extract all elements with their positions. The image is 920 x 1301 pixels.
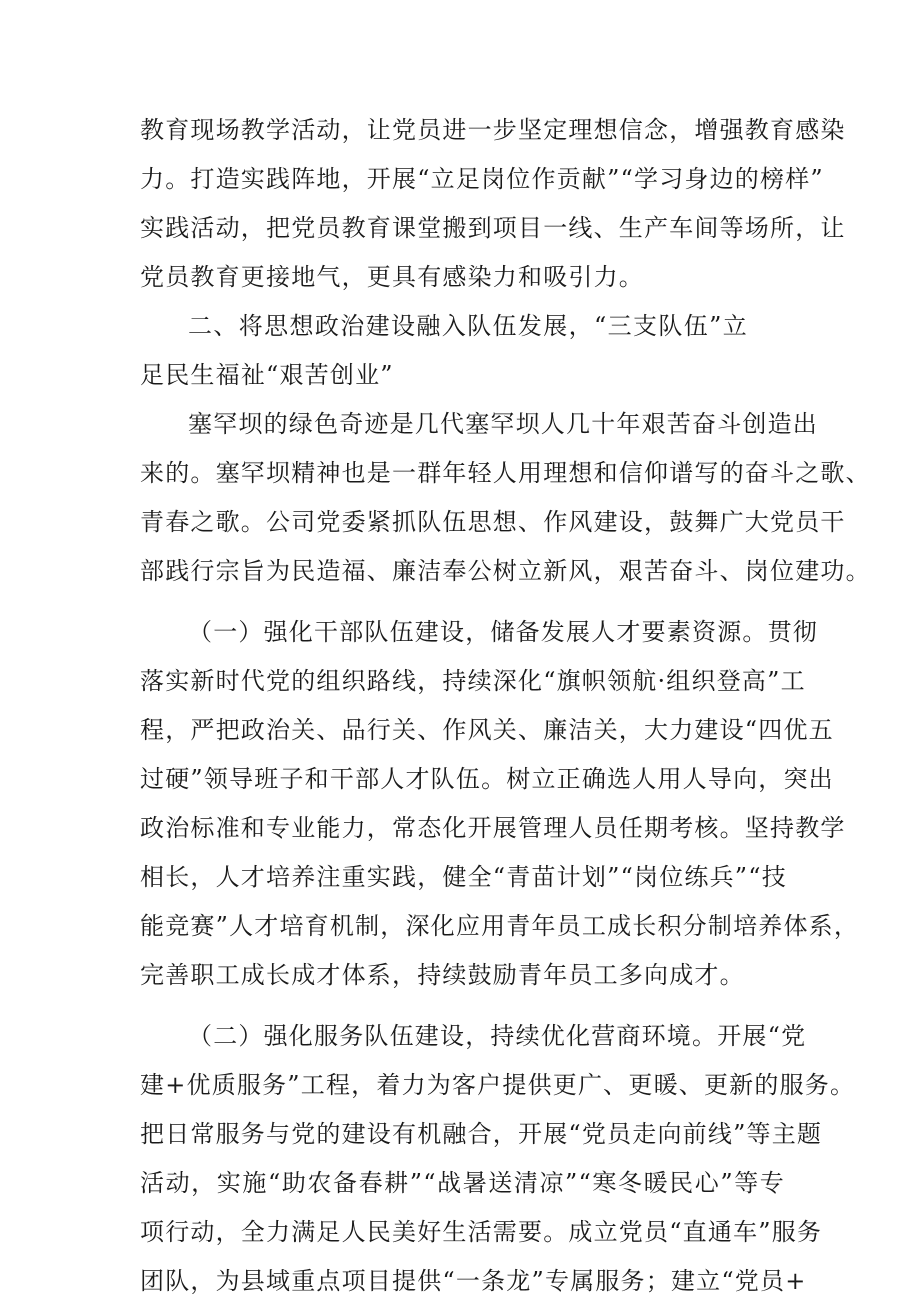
text-line: 建+优质服务”工程，着力为客户提供更广、更暖、更新的服务。 xyxy=(140,1071,856,1099)
text-line: 相长，人才培养注重实践，健全“青苗计划”“岗位练兵”“技 xyxy=(140,863,787,891)
text-line: 项行动，全力满足人民美好生活需要。成立党员“直通车”服务 xyxy=(140,1218,823,1246)
text-line: 塞罕坝的绿色奇迹是几代塞罕坝人几十年艰苦奋斗创造出 xyxy=(188,410,818,438)
text-line: 团队，为县域重点项目提供“一条龙”专属服务；建立“党员+ xyxy=(140,1267,807,1295)
text-line: 政治标准和专业能力，常态化开展管理人员任期考核。坚持教学 xyxy=(140,814,846,842)
text-line: 落实新时代党的组织路线，持续深化“旗帜领航·组织登高”工 xyxy=(140,667,806,695)
text-line: 部践行宗旨为民造福、廉洁奉公树立新风，艰苦奋斗、岗位建功。 xyxy=(140,557,871,585)
text-line: 教育现场教学活动，让党员进一步坚定理想信念，增强教育感染 xyxy=(140,116,846,144)
text-line: 青春之歌。公司党委紧抓队伍思想、作风建设，鼓舞广大党员干 xyxy=(140,508,846,536)
subsection-line: （一）强化干部队伍建设，储备发展人才要素资源。贯彻 xyxy=(188,618,818,646)
section-heading-line: 二、将思想政治建设融入队伍发展，“三支队伍”立 xyxy=(188,312,748,340)
text-line: 程，严把政治关、品行关、作风关、廉洁关，大力建设“四优五 xyxy=(140,716,834,744)
text-line: 党员教育更接地气，更具有感染力和吸引力。 xyxy=(140,263,644,291)
text-line: 活动，实施“助农备春耕”“战暑送清凉”“寒冬暖民心”等专 xyxy=(140,1169,785,1197)
text-line: 力。打造实践阵地，开展“立足岗位作贡献”“学习身边的榜样” xyxy=(140,165,824,193)
text-line: 把日常服务与党的建设有机融合，开展“党员走向前线”等主题 xyxy=(140,1120,823,1148)
section-heading-line: 足民生福祉“艰苦创业” xyxy=(140,361,394,389)
text-line: 来的。塞罕坝精神也是一群年轻人用理想和信仰谱写的奋斗之歌、 xyxy=(140,459,871,487)
text-line: 完善职工成长成才体系，持续鼓励青年员工多向成才。 xyxy=(140,961,745,989)
subsection-line: （二）强化服务队伍建设，持续优化营商环境。开展“党 xyxy=(188,1022,807,1050)
text-line: 实践活动，把党员教育课堂搬到项目一线、生产车间等场所，让 xyxy=(140,214,846,242)
text-line: 过硬”领导班子和干部人才队伍。树立正确选人用人导向，突出 xyxy=(140,765,834,793)
text-line: 能竞赛”人才培育机制，深化应用青年员工成长积分制培养体系， xyxy=(140,912,860,940)
